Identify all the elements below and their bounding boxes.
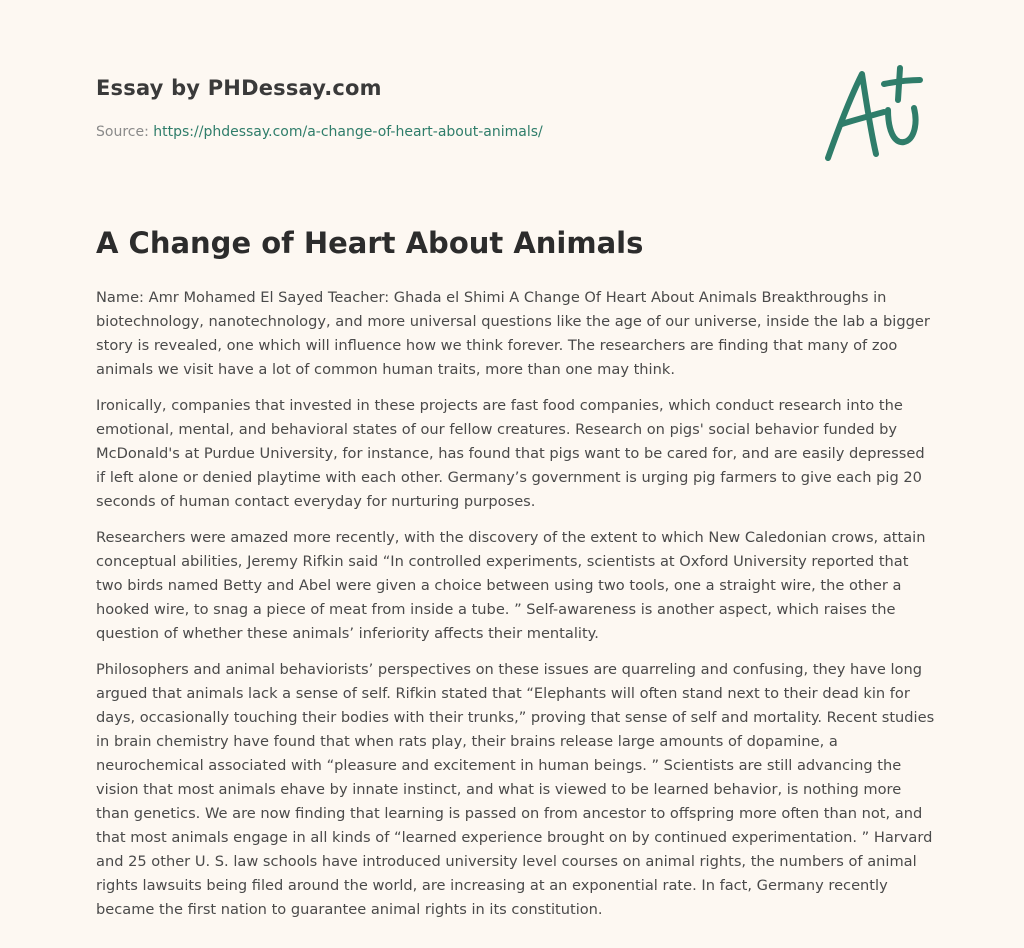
- a-plus-grade-icon: [818, 64, 930, 168]
- site-title: Essay by PHDessay.com: [96, 76, 382, 100]
- essay-title: A Change of Heart About Animals: [96, 226, 644, 260]
- paragraph: Philosophers and animal behaviorists’ perspectives on these issues are quarreling and confusing, they have long argued that animals lack a sense of self. Rifkin stated that “Elephants will often stand next to their dead kin for days, occasionally touching their bodies with their trunks,” proving that sense of self and mortality. Recent studies in brain chemistry have found that when rats play, their brains release large amounts of dopamine, a neurochemical associated with “pleasure and excitement in human beings. ” Scientists are still advancing the vision that most animals ehave by innate instinct, and what is viewed to be learned behavior, is nothing more than genetics. We are now finding that learning is passed on from ancestor to offspring more often than not, and that most animals engage in all kinds of “learned experience brought on by continued experimentation. ” Harvard and 25 other U. S. law schools have introduced university level courses on animal rights, the numbers of animal rights lawsuits being filed around the world, are increasing at an exponential rate. In fact, Germany recently became the first nation to guarantee animal rights in its constitution.: [96, 661, 935, 918]
- paragraph: Name: Amr Mohamed El Sayed Teacher: Ghada el Shimi A Change Of Heart About Animals Breakthroughs in biotechnology, nanotechnology, and more universal questions like the age of our universe, inside the lab a bigger story is revealed, one which will influence how we think forever. The researchers are finding that many of zoo animals we visit have a lot of common human traits, more than one may think.: [96, 289, 930, 378]
- source-line: [96, 124, 796, 140]
- source-link[interactable]: https://phdessay.com/a-change-of-heart-about-animals/: [153, 124, 543, 140]
- page-header: [96, 76, 796, 140]
- source-label: Source:: [96, 124, 154, 140]
- paragraph: Researchers were amazed more recently, with the discovery of the extent to which New Caledonian crows, attain conceptual abilities, Jeremy Rifkin said “In controlled experiments, scientists at Oxford University reported that two birds named Betty and Abel were given a choice between using two tools, one a straight wire, the other a hooked wire, to snag a piece of meat from inside a tube. ” Self-awareness is another aspect, which raises the question of whether these animals’ inferiority affects their mentality.: [96, 529, 926, 642]
- essay-body: [96, 286, 936, 934]
- paragraph: Ironically, companies that invested in these projects are fast food companies, which conduct research into the emotional, mental, and behavioral states of our fellow creatures. Research on pigs' social behavior funded by McDonald's at Purdue University, for instance, has found that pigs want to be cared for, and are easily depressed if left alone or denied playtime with each other. Germany’s government is urging pig farmers to give each pig 20 seconds of human contact everyday for nurturing purposes.: [96, 397, 925, 510]
